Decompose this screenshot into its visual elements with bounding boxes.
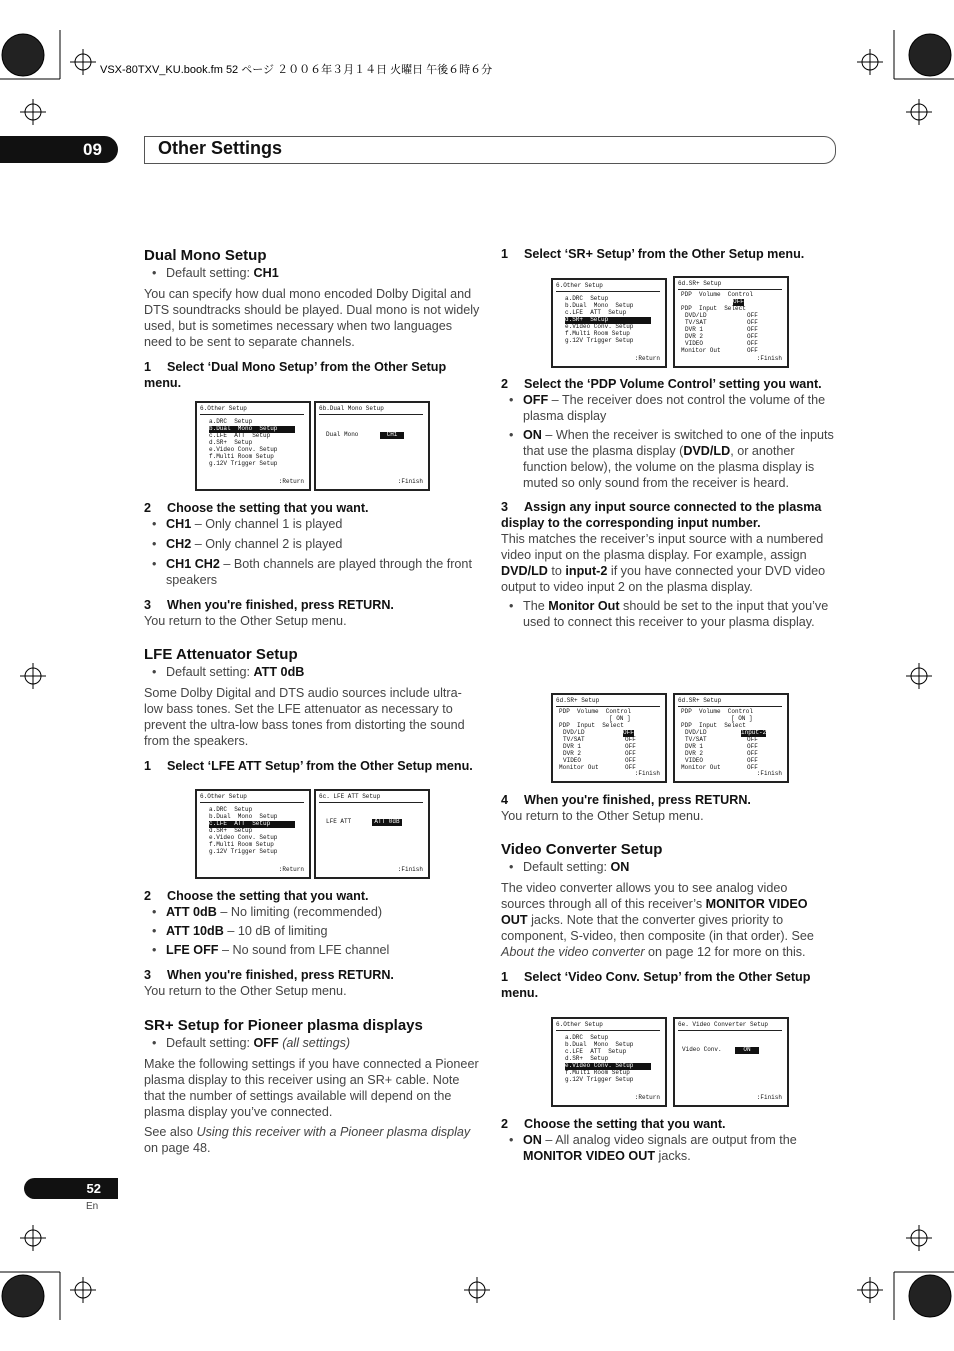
sr-monitor-out-note: • The Monitor Out should be set to the input that you’ve used to connect this receiver to your plasma display.: [501, 598, 834, 630]
dual-mono-option-ch2: • CH2 – Only channel 2 is played: [144, 536, 480, 552]
screen-other-setup-3: 6.Other Setup a.DRC Setup b.Dual Mono Setup c.LFE ATT Setup d.SR+ Setup e.Video Conv. Setup f.Multi Room Setup g.12V Trigger Setup :Return: [551, 278, 667, 368]
sr-step-2: 2 Select the ‘PDP Volume Control’ setting you want.: [501, 377, 822, 391]
dual-mono-step-3-text: You return to the Other Setup menu.: [144, 614, 347, 628]
sr-step-3: 3 Assign any input source connected to the plasma display to the corresponding input number.: [501, 500, 822, 530]
print-header: VSX-80TXV_KU.book.fm 52 ページ ２００６年３月１４日 火曜日 午後６時６分: [100, 64, 493, 76]
dual-mono-option-ch1: • CH1 – Only channel 1 is played: [144, 516, 480, 532]
video-heading: Video Converter Setup: [501, 841, 663, 858]
dual-mono-option-ch1ch2: • CH1 CH2 – Both channels are played through the front speakers: [144, 556, 480, 588]
screen-lfe-att: 6c. LFE ATT Setup LFE ATT ATT 0dB :Finish: [314, 789, 430, 879]
right-column-3: [501, 792, 834, 1001]
page-language: En: [86, 1201, 99, 1212]
video-default: • Default setting: ON: [501, 859, 834, 875]
lfe-intro: Some Dolby Digital and DTS audio sources include ultra-low bass tones. Set the LFE attenuator as necessary to prevent the ultra-low bass tones from distorting the sound from the speakers.: [144, 686, 465, 748]
screen-other-setup-2: 6.Other Setup a.DRC Setup b.Dual Mono Setup c.LFE ATT Setup d.SR+ Setup e.Video Conv. Setup f.Multi Room Setup g.12V Trigger Setup :Return: [195, 789, 311, 879]
dual-mono-intro: You can specify how dual mono encoded Dolby Digital and DTS soundtracks should be played. Dual mono is not widely used, but is sometimes necessary when two languages need to be sent to separate channels.: [144, 287, 480, 349]
sr-heading: SR+ Setup for Pioneer plasma displays: [144, 1017, 423, 1034]
video-step-1: 1 Select ‘Video Conv. Setup’ from the Other Setup menu.: [501, 970, 811, 1000]
chapter-title-bar: [144, 136, 836, 164]
screen-video-converter: 6e. Video Converter Setup Video Conv. ON :Finish: [673, 1017, 789, 1107]
sr-option-off: • OFF – The receiver does not control the volume of the plasma display: [501, 392, 834, 424]
sr-see-also: See also Using this receiver with a Pioneer plasma display on page 48.: [144, 1125, 471, 1155]
sr-intro: Make the following settings if you have connected a Pioneer plasma display to this receiver using an SR+ cable. Note that the number of settings available will depend on the plasma display you’ve connected.: [144, 1057, 479, 1119]
lfe-step-2: 2 Choose the setting that you want.: [144, 889, 369, 903]
lfe-option-0db: • ATT 0dB – No limiting (recommended): [144, 904, 480, 920]
lfe-option-10db: • ATT 10dB – 10 dB of limiting: [144, 923, 480, 939]
lfe-step-3: 3 When you're finished, press RETURN.: [144, 968, 394, 982]
screen-sr-setup-2: 6d.SR+ Setup PDP Volume Control [ ON ] PDP Input Select DVD/LD TV/SAT DVR 1 DVR 2 VIDEO Monitor Out OFF OFF OFF OFF OFF OFF :Finish: [551, 693, 667, 783]
lfe-default: • Default setting: ATT 0dB: [144, 664, 480, 680]
right-column-2: [501, 376, 834, 630]
lfe-heading: LFE Attenuator Setup: [144, 646, 298, 663]
page-number-tab: [24, 1178, 118, 1199]
page-number: 52: [86, 1181, 101, 1196]
dual-mono-heading: Dual Mono Setup: [144, 247, 267, 264]
chapter-title: Other Settings: [158, 138, 283, 158]
video-step-2: 2 Choose the setting that you want.: [501, 1117, 726, 1131]
right-column: [501, 246, 834, 262]
left-column-3: [144, 888, 480, 1156]
screen-dual-mono: 6b.Dual Mono Setup Dual Mono CH1 :Finish: [314, 401, 430, 491]
screen-other-setup-4: 6.Other Setup a.DRC Setup b.Dual Mono Setup c.LFE ATT Setup d.SR+ Setup e.Video Conv. Setup f.Multi Room Setup g.12V Trigger Setup :Return: [551, 1017, 667, 1107]
chapter-number-tab: [0, 136, 118, 163]
screen-other-setup-1: 6.Other Setup a.DRC Setup b.Dual Mono Setup c.LFE ATT Setup d.SR+ Setup e.Video Conv. Setup f.Multi Room Setup g.12V Trigger Setup :Return: [195, 401, 311, 491]
lfe-option-off: • LFE OFF – No sound from LFE channel: [144, 942, 480, 958]
screen-sr-setup-1: 6d.SR+ Setup PDP Volume Control OFF PDP Input Select DVD/LD TV/SAT DVR 1 DVR 2 VIDEO Monitor Out OFF OFF OFF OFF OFF OFF :Finish: [673, 276, 789, 368]
sr-step-3-text: This matches the receiver’s input source with a numbered video input on the plasma display. For example, assign DVD/LD to input-2 if you have connected your DVD video output to video input 2 on the plasma display.: [501, 532, 826, 594]
dual-mono-step-3: 3 When you're finished, press RETURN.: [144, 598, 394, 612]
video-option-on: • ON – All analog video signals are output from the MONITOR VIDEO OUT jacks.: [501, 1132, 834, 1164]
lfe-step-1: 1 Select ‘LFE ATT Setup’ from the Other Setup menu.: [144, 759, 473, 773]
screen-sr-setup-3: 6d.SR+ Setup PDP Volume Control [ ON ] PDP Input Select DVD/LD TV/SAT DVR 1 DVR 2 VIDEO Monitor Out input-2 OFF OFF OFF OFF OFF :Finish: [673, 693, 789, 783]
video-intro: The video converter allows you to see analog video sources through all of this receiver’s MONITOR VIDEO OUT jacks. Note that the converter gives priority to component, S-video, then composite (in that order). See About the video converter on page 12 for more on this.: [501, 881, 814, 959]
left-column-2: [144, 500, 480, 774]
sr-default: • Default setting: OFF (all settings): [144, 1035, 480, 1051]
lfe-step-3-text: You return to the Other Setup menu.: [144, 984, 347, 998]
sr-step-4-text: You return to the Other Setup menu.: [501, 809, 704, 823]
dual-mono-step-2: 2 Choose the setting that you want.: [144, 501, 369, 515]
dual-mono-step-1: 1 Select ‘Dual Mono Setup’ from the Other Setup menu.: [144, 360, 447, 390]
right-column-4: [501, 1116, 834, 1164]
sr-option-on: • ON – When the receiver is switched to one of the inputs that use the plasma display (DVD/LD, or another function below), the volume on the plasma display is muted so only sound from the receiver is heard.: [501, 427, 834, 491]
left-column: [144, 246, 480, 391]
chapter-number: 09: [83, 140, 102, 159]
sr-step-4: 4 When you're finished, press RETURN.: [501, 793, 751, 807]
dual-mono-default: • Default setting: CH1: [144, 265, 480, 281]
sr-step-1: 1 Select ‘SR+ Setup’ from the Other Setup menu.: [501, 247, 805, 261]
